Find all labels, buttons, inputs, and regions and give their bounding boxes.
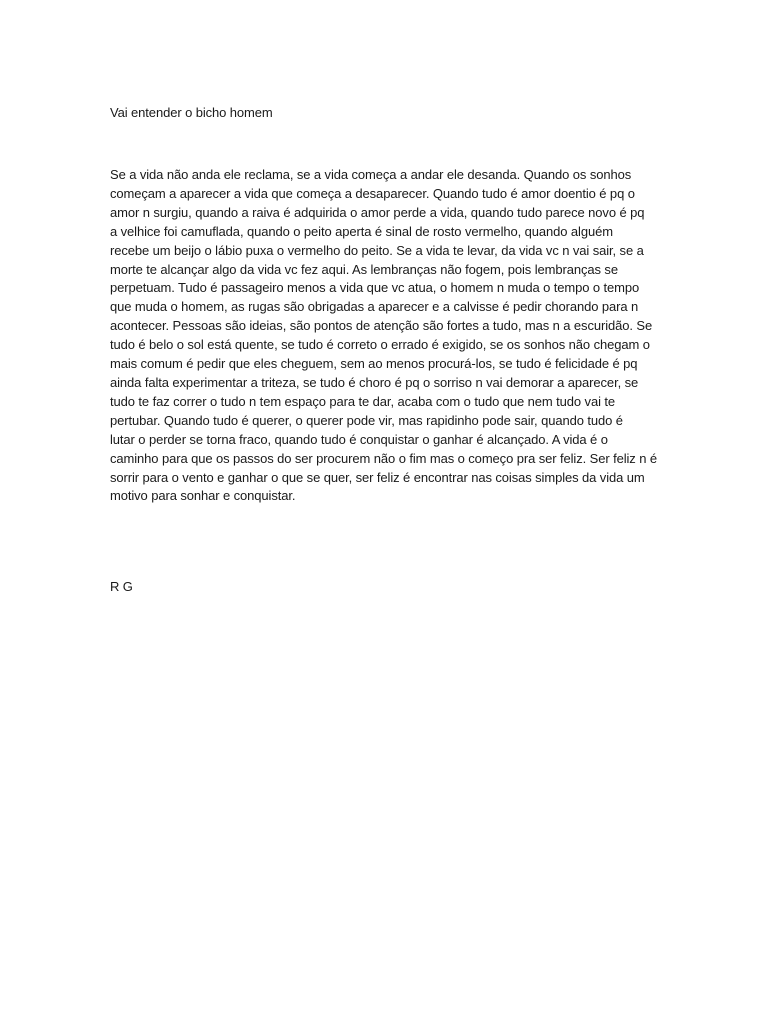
- body-line: que muda o homem, as rugas são obrigadas a aparecer e a calvisse é pedir chorando para n: [110, 299, 639, 315]
- body-line: tudo te faz correr o tudo n tem espaço para te dar, acaba com o tudo que nem tudo vai te: [110, 393, 616, 409]
- body-line: tudo é belo o sol está quente, se tudo é correto o errado é exigido, se os sonhos não chegam o: [110, 337, 650, 353]
- body-line: recebe um beijo o lábio puxa o vermelho do peito. Se a vida te levar, da vida vc n vai sair, se a: [110, 242, 644, 258]
- body-line: amor n surgiu, quando a raiva é adquirida o amor perde a vida, quando tudo parece novo é pq: [110, 204, 645, 220]
- body-line: ainda falta experimentar a triteza, se tudo é choro é pq o sorriso n vai demorar a aparecer, se: [110, 374, 639, 390]
- body-line: começam a aparecer a vida que começa a desaparecer. Quando tudo é amor doentio é pq o: [110, 185, 635, 201]
- body-line: caminho para que os passos do ser procurem não o fim mas o começo pra ser feliz. Ser feliz n é: [110, 450, 657, 466]
- document-body: [110, 166, 663, 506]
- body-line: a velhice foi camuflada, quando o peito aperta é sinal de rosto vermelho, quando alguém: [110, 223, 613, 239]
- body-line: sorrir para o vento e ganhar o que se quer, ser feliz é encontrar nas coisas simples da vida um: [110, 469, 645, 485]
- body-line: morte te alcançar algo da vida vc fez aqui. As lembranças não fogem, pois lembranças se: [110, 261, 618, 277]
- body-line: mais comum é pedir que eles cheguem, sem ao menos procurá-los, se tudo é felicidade é pq: [110, 356, 638, 372]
- body-line: motivo para sonhar e conquistar.: [110, 488, 296, 504]
- document-title: Vai entender o bicho homem: [110, 105, 273, 120]
- body-line: lutar o perder se torna fraco, quando tudo é conquistar o ganhar é alcançado. A vida é o: [110, 431, 608, 447]
- body-line: acontecer. Pessoas são ideias, são pontos de atenção são fortes a tudo, mas n a escuridão. Se: [110, 318, 653, 334]
- body-line: pertubar. Quando tudo é querer, o querer pode vir, mas rapidinho pode sair, quando tudo é: [110, 412, 623, 428]
- body-line: Se a vida não anda ele reclama, se a vida começa a andar ele desanda. Quando os sonhos: [110, 167, 632, 182]
- body-line: perpetuam. Tudo é passageiro menos a vida que vc atua, o homem n muda o tempo o tempo: [110, 280, 640, 296]
- signature: R G: [110, 579, 133, 594]
